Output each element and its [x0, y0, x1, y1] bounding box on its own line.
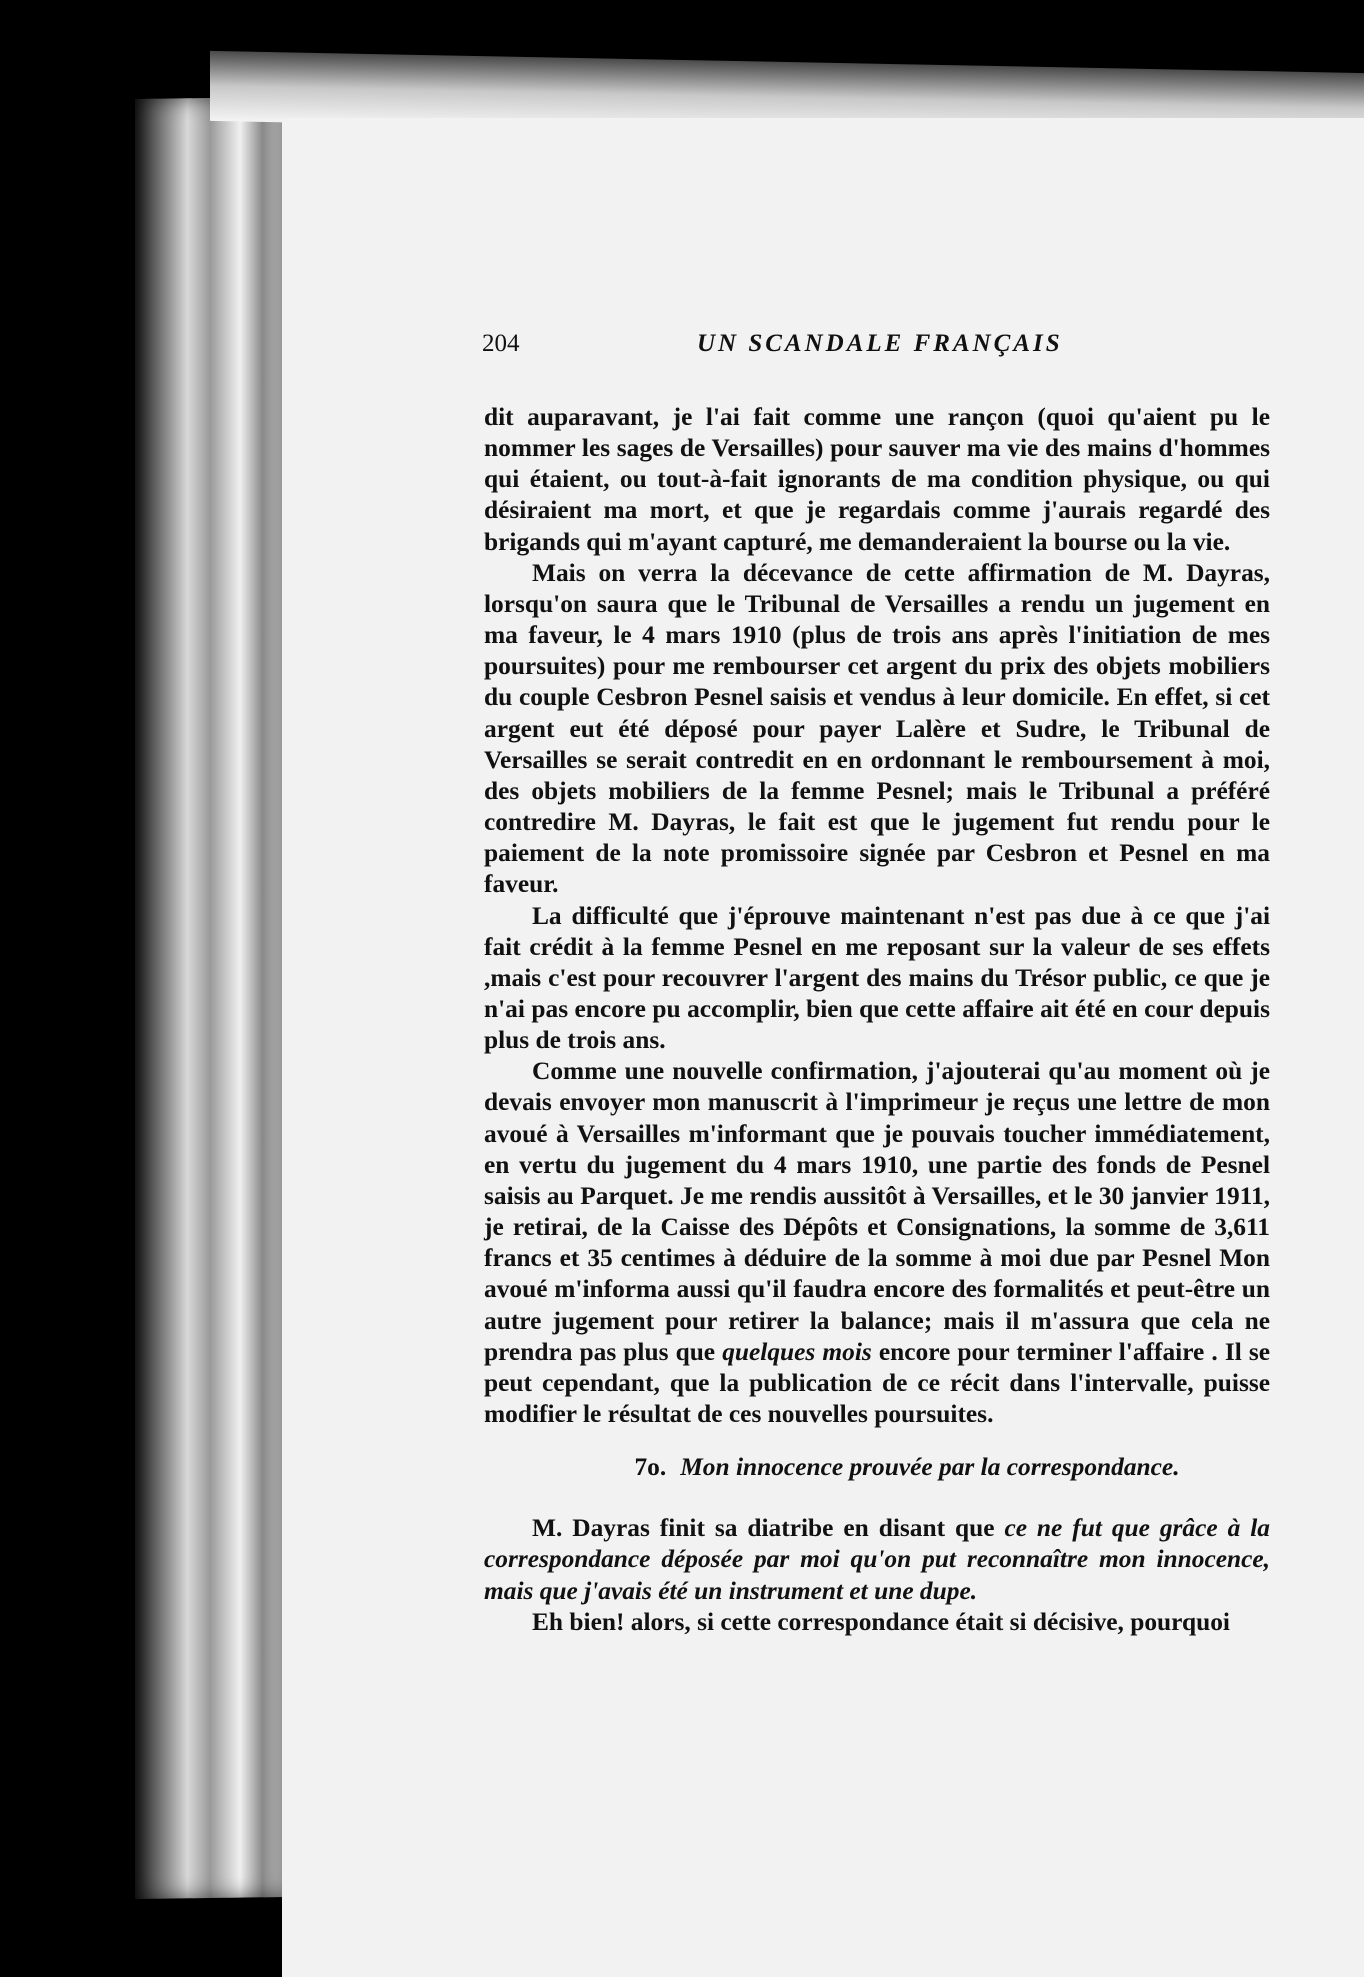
running-head: [482, 330, 1272, 366]
running-title: UN SCANDALE FRANÇAIS: [697, 330, 1063, 357]
paragraph-5-text: M. Dayras finit sa diatribe en disant que: [532, 1514, 1005, 1543]
paragraph-1: dit auparavant, je l'ai fait comme une rançon (quoi qu'aient pu le nommer les sages de Versailles) pour sauver ma vie des mains d'hommes qui étaient, ou tout-à-fait ignorants de ma condition physique, ou qui désiraient ma mort, et que je regardais comme j'aurais regardé des brigands qui m'ayant capturé, me demanderaient la bourse ou la vie.: [484, 403, 1270, 556]
book-edge: [135, 97, 285, 1899]
paragraph-5-emphasis: ce ne fut que grâce à la correspondance déposée par moi qu'on put reconnaître mon innocence, mais que j'avais été un instrument et une dupe.: [484, 1514, 1271, 1605]
section-title: Mon innocence prouvée par la correspondance.: [680, 1453, 1180, 1482]
page-number: 204: [482, 330, 520, 357]
paragraph-5: [484, 1513, 1270, 1606]
paragraph-4-emphasis: quelques mois: [722, 1337, 872, 1366]
section-number: 7o.: [634, 1453, 667, 1482]
page-body: [484, 402, 1270, 1638]
paragraph-4: [484, 1056, 1270, 1430]
paragraph-4-text-end: encore pour terminer l'affaire . Il se peut cependant, que la publication de ce récit dans l'intervalle, puisse modifier le résultat de ces nouvelles poursuites.: [484, 1337, 1271, 1428]
section-heading: [484, 1452, 1270, 1483]
paragraph-3: La difficulté que j'éprouve maintenant n'est pas due à ce que j'ai fait crédit à la femme Pesnel en me reposant sur la valeur de ses effets ,mais c'est pour recouvrer l'argent des mains du Trésor public, ce que je n'ai pas encore pu accomplir, bien que cette affaire ait été en cour depuis plus de trois ans.: [484, 901, 1270, 1055]
paragraph-4-text: Comme une nouvelle confirmation, j'ajouterai qu'au moment où je devais envoyer mon manuscrit à l'imprimeur je reçus une lettre de mon avoué à Versailles m'informant que je pouvais toucher immédiatement, en vertu du jugement du 4 mars 1910, une partie des fonds de Pesnel saisis au Parquet. Je me rendis aussitôt à Versailles, et le 30 janvier 1911, je retirai, de la Caisse des Dépôts et Consignations, la somme de 3,611 francs et 35 centimes à déduire de la somme à moi due par Pesnel Mon avoué m'informa aussi qu'il faudra encore des formalités et peut-être un autre jugement pour retirer la balance; mais il m'assura que cela ne prendra pas plus que: [484, 1057, 1270, 1366]
paragraph-2: Mais on verra la décevance de cette affirmation de M. Dayras, lorsqu'on saura que le Tribunal de Versailles a rendu un jugement en ma faveur, le 4 mars 1910 (plus de trois ans après l'initiation de mes poursuites) pour me rembourser cet argent du prix des objets mobiliers du couple Cesbron Pesnel saisis et vendus à leur domicile. En effet, si cet argent eut été déposé pour payer Lalère et Sudre, le Tribunal de Versailles se serait contredit en en ordonnant le remboursement à moi, des objets mobiliers de la femme Pesnel; mais le Tribunal a préféré contredire M. Dayras, le fait est que le jugement fut rendu pour le paiement de la note promissoire signée par Cesbron et Pesnel en ma faveur.: [484, 558, 1270, 899]
paragraph-6: Eh bien! alors, si cette correspondance était si décisive, pourquoi: [532, 1607, 1230, 1636]
